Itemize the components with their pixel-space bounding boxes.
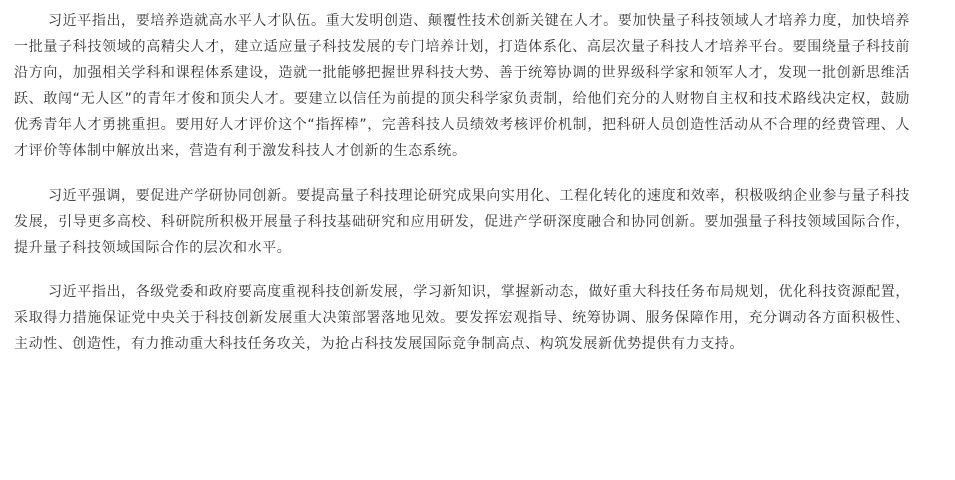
paragraph-talent-team: 习近平指出，要培养造就高水平人才队伍。重大发明创造、颠覆性技术创新关键在人才。要加快量子科技领域人才培养力度，加快培养一批量子科技领域的高精尖人才，建立适应量子科技发展的专门培养计划，打造体系化、高层次量子科技人才培养平台。要围绕量子科技前沿方向，加强相关学科和课程体系建设，造就一批能够把握世界科技大势、善于统筹协调的世界级科学家和领军人才，发现一批创新思维活跃、敢闯“无人区”的青年才俊和顶尖人才。要建立以信任为前提的顶尖科学家负责制，给他们充分的人财物自主权和技术路线决定权，鼓励优秀青年人才勇挑重担。要用好人才评价这个“指挥棒”，完善科技人员绩效考核评价机制，把科研人员创造性活动从不合理的经费管理、人才评价等体制中解放出来，营造有利于激发科技人才创新的生态系统。 <box>14 13 910 160</box>
paragraph-party-government: 习近平指出，各级党委和政府要高度重视科技创新发展，学习新知识，掌握新动态，做好重大科技任务布局规划，优化科技资源配置，采取得力措施保证党中央关于科技创新发展重大决策部署落地见效。要发挥宏观指导、统筹协调、服务保障作用，充分调动各方面积极性、主动性、创造性，有力推动重大科技任务攻关，为抢占科技发展国际竞争制高点、构筑发展新优势提供有力支持。 <box>14 283 910 353</box>
paragraph-industry-research: 习近平强调，要促进产学研协同创新。要提高量子科技理论研究成果向实用化、工程化转化的速度和效率，积极吸纳企业参与量子科技发展，引导更多高校、科研院所积极开展量子科技基础研究和应用研发，促进产学研深度融合和协同创新。要加强量子科技领域国际合作，提升量子科技领域国际合作的层次和水平。 <box>14 187 910 256</box>
